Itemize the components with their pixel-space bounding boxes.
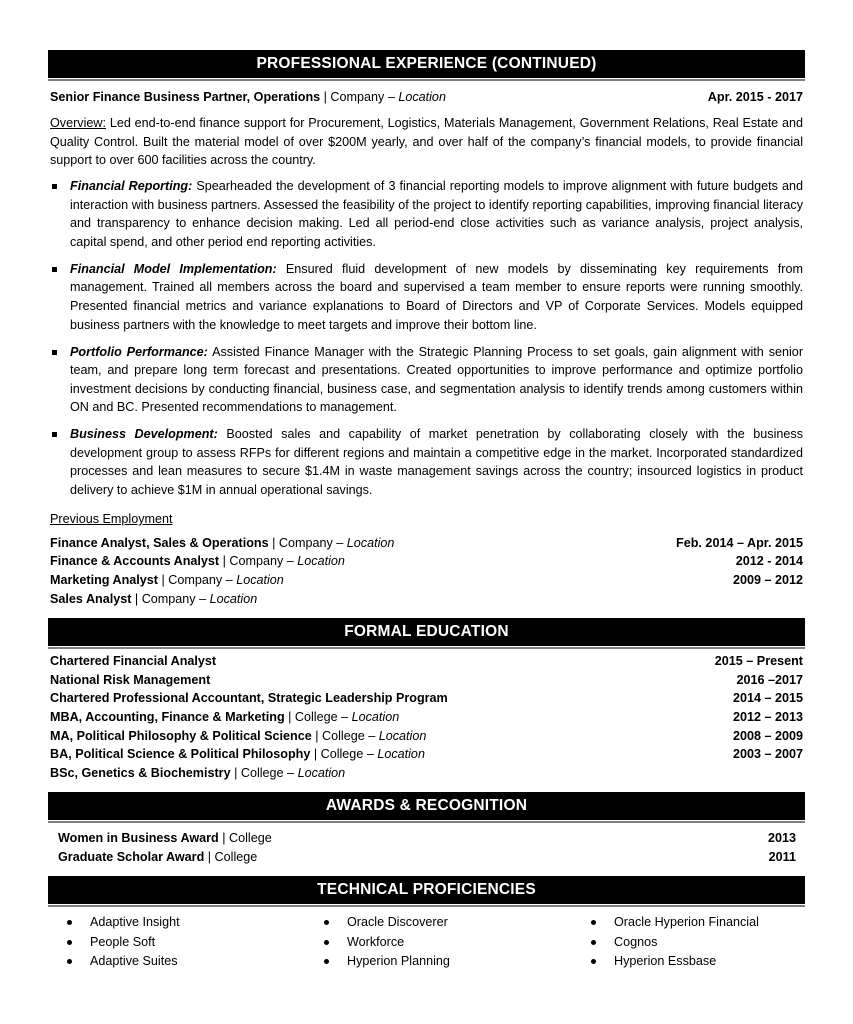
previous-job-title: Marketing Analyst [50, 573, 159, 588]
previous-job-line [50, 590, 257, 609]
tech-item [588, 913, 759, 933]
education-row [50, 689, 803, 708]
education-dates: 2003 – 2007 [732, 747, 803, 762]
award-line [58, 848, 257, 867]
achievements-list [50, 177, 803, 508]
square-bullet-icon [52, 184, 57, 189]
tech-item [64, 952, 180, 972]
education-line [50, 689, 448, 708]
previous-job-location: Location [236, 573, 284, 588]
round-bullet-icon [324, 959, 329, 964]
achievement-text: Assisted Finance Manager with the Strategic Planning Process to set goals, gain alignment with senior team, and prepare long term forecast and presentations. Created opportunities to improve performance and optimize portfolio investment decisions by conducting financial, business case, and segmentation analysis to identify trends among customers within ON and BC. Presented recommendations to management. [70, 344, 804, 415]
job-header [50, 88, 803, 107]
previous-job-title: Finance & Accounts Analyst [50, 554, 220, 569]
tech-item-label: Oracle Discoverer [347, 915, 448, 929]
achievement-item [50, 425, 803, 499]
award-title: Women in Business Award [58, 831, 219, 845]
tech-item [588, 933, 759, 953]
education-title: BA, Political Science & Political Philosophy [50, 747, 311, 762]
experience-section-header [48, 50, 805, 78]
job-location: Location [398, 90, 446, 104]
round-bullet-icon [591, 920, 596, 925]
awards-section-header [48, 792, 805, 820]
tech-item [321, 952, 450, 972]
education-line [50, 671, 210, 690]
education-line [50, 764, 345, 783]
tech-item-label: Workforce [347, 934, 405, 949]
education-institution: | College – [230, 766, 298, 781]
overview-paragraph [50, 114, 803, 170]
education-dates: 2014 – 2015 [732, 691, 803, 706]
previous-job-title: Sales Analyst [50, 591, 132, 606]
achievement-text: Spearheaded the development of 3 financial reporting models to improve alignment with future budgets and interaction with business partners. Assessed the feasibility of the project to identify reporting capabilities, improving financial literacy and transparency to enhance decision making. Led all period-end close activities such as variance analysis, project analysis, capital spend, and other period end reporting activities. [70, 179, 804, 249]
tech-item [64, 933, 180, 953]
achievement-label: Financial Model Implementation: [70, 261, 277, 276]
education-dates: 2016 –2017 [736, 672, 803, 687]
tech-item [321, 913, 450, 933]
job-header-row [50, 88, 803, 107]
square-bullet-icon [52, 267, 57, 272]
education-title: National Risk Management [50, 672, 211, 687]
education-location: Location [297, 766, 346, 781]
education-location: Location [378, 728, 427, 743]
previous-job-row [50, 590, 803, 609]
education-location: Location [351, 710, 400, 725]
award-title: Graduate Scholar Award [58, 849, 205, 864]
education-title: Chartered Financial Analyst [50, 654, 217, 668]
job-title-line [50, 88, 446, 107]
round-bullet-icon [324, 940, 329, 945]
tech-item [64, 913, 180, 933]
education-title: Chartered Professional Accountant, Strategic Leadership Program [50, 691, 448, 706]
award-year: 2013 [767, 831, 796, 845]
achievement-label: Financial Reporting: [70, 179, 193, 193]
previous-job-company: | Company – [219, 554, 298, 569]
overview-label: Overview: [50, 116, 106, 130]
tech-item-label: People Soft [90, 934, 156, 949]
tech-item-label: Hyperion Essbase [614, 954, 717, 968]
job-title: Senior Finance Business Partner, Operations [50, 90, 321, 104]
tech-section-title: TECHNICAL PROFICIENCIES [317, 880, 536, 898]
education-dates: 2015 – Present [714, 654, 803, 668]
tech-item [321, 933, 450, 953]
previous-employment-label: Previous Employment [50, 512, 173, 526]
achievement-text: Ensured fluid development of new models by disseminating key requirements from management. Trained all members across the board and supervised a team member to ensure reports were running smoothly. Presented financial metrics and variance explanations to Board of Directors and VP of Corporate Services. Models equipped business partners with the knowledge to meet targets and improve their bottom line. [70, 261, 803, 332]
education-institution: | College – [310, 747, 378, 762]
achievement-item [50, 260, 803, 334]
education-row [50, 708, 803, 727]
tech-item [588, 952, 759, 972]
award-institution: | College [218, 831, 272, 845]
square-bullet-icon [52, 350, 57, 355]
square-bullet-icon [52, 432, 57, 437]
education-line [50, 652, 216, 671]
education-row [50, 671, 803, 690]
achievement-text: Boosted sales and capability of market penetration by collaborating closely with the business development group to assess RFPs for different regions and maintain a competitive edge in the market. Incorporated standardized processes and lean measures to secure $1.4M in waste management savings across the country; insourced logistics in product delivery to achieve $1M in annual operational savings. [70, 427, 803, 498]
education-line [50, 745, 425, 764]
tech-item-label: Adaptive Suites [90, 954, 178, 968]
achievement-label: Business Development: [70, 427, 218, 442]
tech-item-label: Hyperion Planning [347, 954, 450, 968]
previous-job-line [50, 534, 394, 553]
awards-list [58, 829, 796, 866]
tech-item-label: Adaptive Insight [90, 915, 180, 929]
tech-section-header [48, 876, 805, 904]
education-row [50, 652, 803, 671]
achievement-label: Portfolio Performance: [70, 344, 208, 359]
previous-job-company: | Company – [158, 573, 237, 588]
previous-job-dates: 2009 – 2012 [732, 573, 803, 588]
education-line [50, 727, 426, 746]
tech-column-1 [64, 913, 180, 972]
round-bullet-icon [67, 940, 72, 945]
experience-section-title: PROFESSIONAL EXPERIENCE (CONTINUED) [256, 54, 597, 72]
previous-job-location: Location [297, 554, 345, 569]
previous-job-row [50, 552, 803, 571]
education-institution: | College – [311, 728, 379, 743]
previous-job-title: Finance Analyst, Sales & Operations [50, 535, 269, 550]
education-dates: 2012 – 2013 [732, 710, 803, 725]
education-dates: 2008 – 2009 [732, 728, 803, 743]
award-year: 2011 [768, 849, 796, 864]
round-bullet-icon [591, 940, 596, 945]
education-location: Location [377, 747, 425, 762]
previous-job-dates: 2012 - 2014 [735, 554, 803, 569]
awards-section-title: AWARDS & RECOGNITION [325, 796, 528, 814]
tech-item-label: Cognos [614, 934, 658, 949]
education-section-title: FORMAL EDUCATION [344, 622, 509, 640]
previous-job-location: Location [346, 535, 395, 550]
job-company: | Company – [320, 90, 399, 104]
tech-column-2 [321, 913, 450, 972]
round-bullet-icon [591, 959, 596, 964]
education-title: MA, Political Philosophy & Political Science [50, 728, 312, 743]
job-dates: Apr. 2015 - 2017 [707, 90, 803, 104]
round-bullet-icon [67, 959, 72, 964]
previous-employment [50, 510, 803, 608]
previous-job-line [50, 571, 284, 590]
achievement-item [50, 177, 803, 251]
award-line [58, 829, 272, 848]
previous-job-row [50, 534, 803, 553]
overview-text: Led end-to-end finance support for Procurement, Logistics, Materials Management, Government Relations, Real Estate and Quality Control. Built the material model of over $200M yearly, and over half of the company’s financial models, to provide financial support to over 600 facilities across the country. [50, 116, 803, 168]
award-row [58, 848, 796, 867]
education-title: MBA, Accounting, Finance & Marketing [50, 710, 285, 725]
previous-job-row [50, 571, 803, 590]
award-row [58, 829, 796, 848]
education-row [50, 745, 803, 764]
education-line [50, 708, 399, 727]
previous-job-line [50, 552, 345, 571]
round-bullet-icon [324, 920, 329, 925]
achievement-item [50, 343, 803, 417]
previous-job-company: | Company – [131, 591, 210, 606]
previous-employment-label-row [50, 510, 803, 529]
award-institution: | College [204, 849, 258, 864]
round-bullet-icon [67, 920, 72, 925]
education-list [50, 652, 803, 783]
education-row [50, 727, 803, 746]
tech-column-3 [588, 913, 759, 972]
previous-job-location: Location [209, 591, 258, 606]
education-section-header [48, 618, 805, 646]
tech-item-label: Oracle Hyperion Financial [614, 915, 759, 929]
education-row [50, 764, 803, 783]
previous-job-company: | Company – [268, 535, 347, 550]
education-institution: | College – [284, 710, 352, 725]
education-title: BSc, Genetics & Biochemistry [50, 766, 231, 781]
previous-job-dates: Feb. 2014 – Apr. 2015 [676, 535, 803, 550]
